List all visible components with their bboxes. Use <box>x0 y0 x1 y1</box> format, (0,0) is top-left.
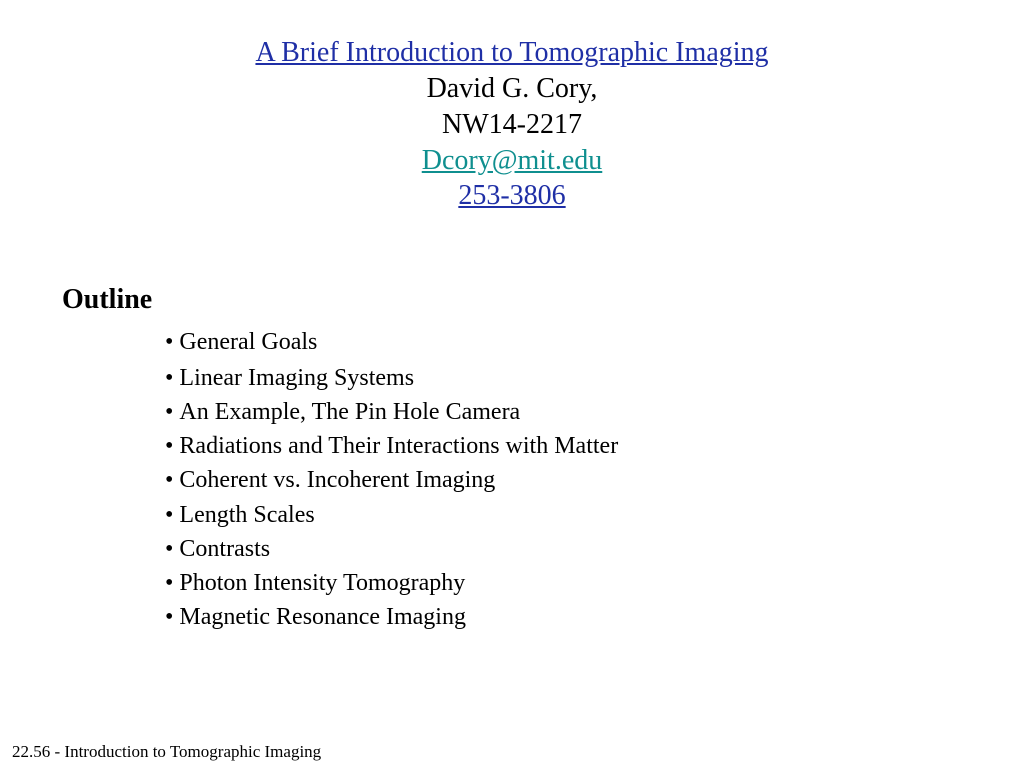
outline-item-label: Length Scales <box>179 502 315 528</box>
bullet-icon: • <box>165 433 174 459</box>
bullet-icon: • <box>165 570 174 596</box>
outline-item <box>165 498 315 532</box>
bullet-icon: • <box>165 399 174 425</box>
outline-item <box>165 361 414 395</box>
outline-item-label: Contrasts <box>179 536 271 562</box>
outline-item <box>165 566 465 600</box>
bullet-icon: • <box>165 502 174 528</box>
outline-item-label: Linear Imaging Systems <box>179 365 415 391</box>
email-link[interactable]: Dcory@mit.edu <box>421 145 603 176</box>
bullet-icon: • <box>165 365 174 391</box>
slide-header <box>0 35 1024 213</box>
outline-item <box>165 429 618 463</box>
office-location: NW14-2217 <box>442 109 582 140</box>
outline-item-label: An Example, The Pin Hole Camera <box>179 399 521 425</box>
outline-item <box>165 325 317 359</box>
outline-item-label: General Goals <box>179 329 318 355</box>
bullet-icon: • <box>165 467 174 493</box>
outline-item <box>165 600 466 634</box>
outline-item-label: Photon Intensity Tomography <box>179 570 466 596</box>
outline-item <box>165 532 270 566</box>
bullet-icon: • <box>165 536 174 562</box>
author-name: David G. Cory, <box>426 73 598 104</box>
slide-footer: 22.56 - Introduction to Tomographic Imaging <box>12 742 322 761</box>
phone-link[interactable]: 253-3806 <box>458 180 566 211</box>
title-link[interactable]: A Brief Introduction to Tomographic Imaging <box>255 37 769 68</box>
outline-item <box>165 463 495 497</box>
outline-item-label: Magnetic Resonance Imaging <box>179 604 466 630</box>
bullet-icon: • <box>165 604 174 630</box>
outline-item-label: Coherent vs. Incoherent Imaging <box>179 467 496 493</box>
outline-item <box>165 395 520 429</box>
outline-heading: Outline <box>62 284 153 315</box>
outline-item-label: Radiations and Their Interactions with Matter <box>179 433 619 459</box>
bullet-icon: • <box>165 329 174 355</box>
